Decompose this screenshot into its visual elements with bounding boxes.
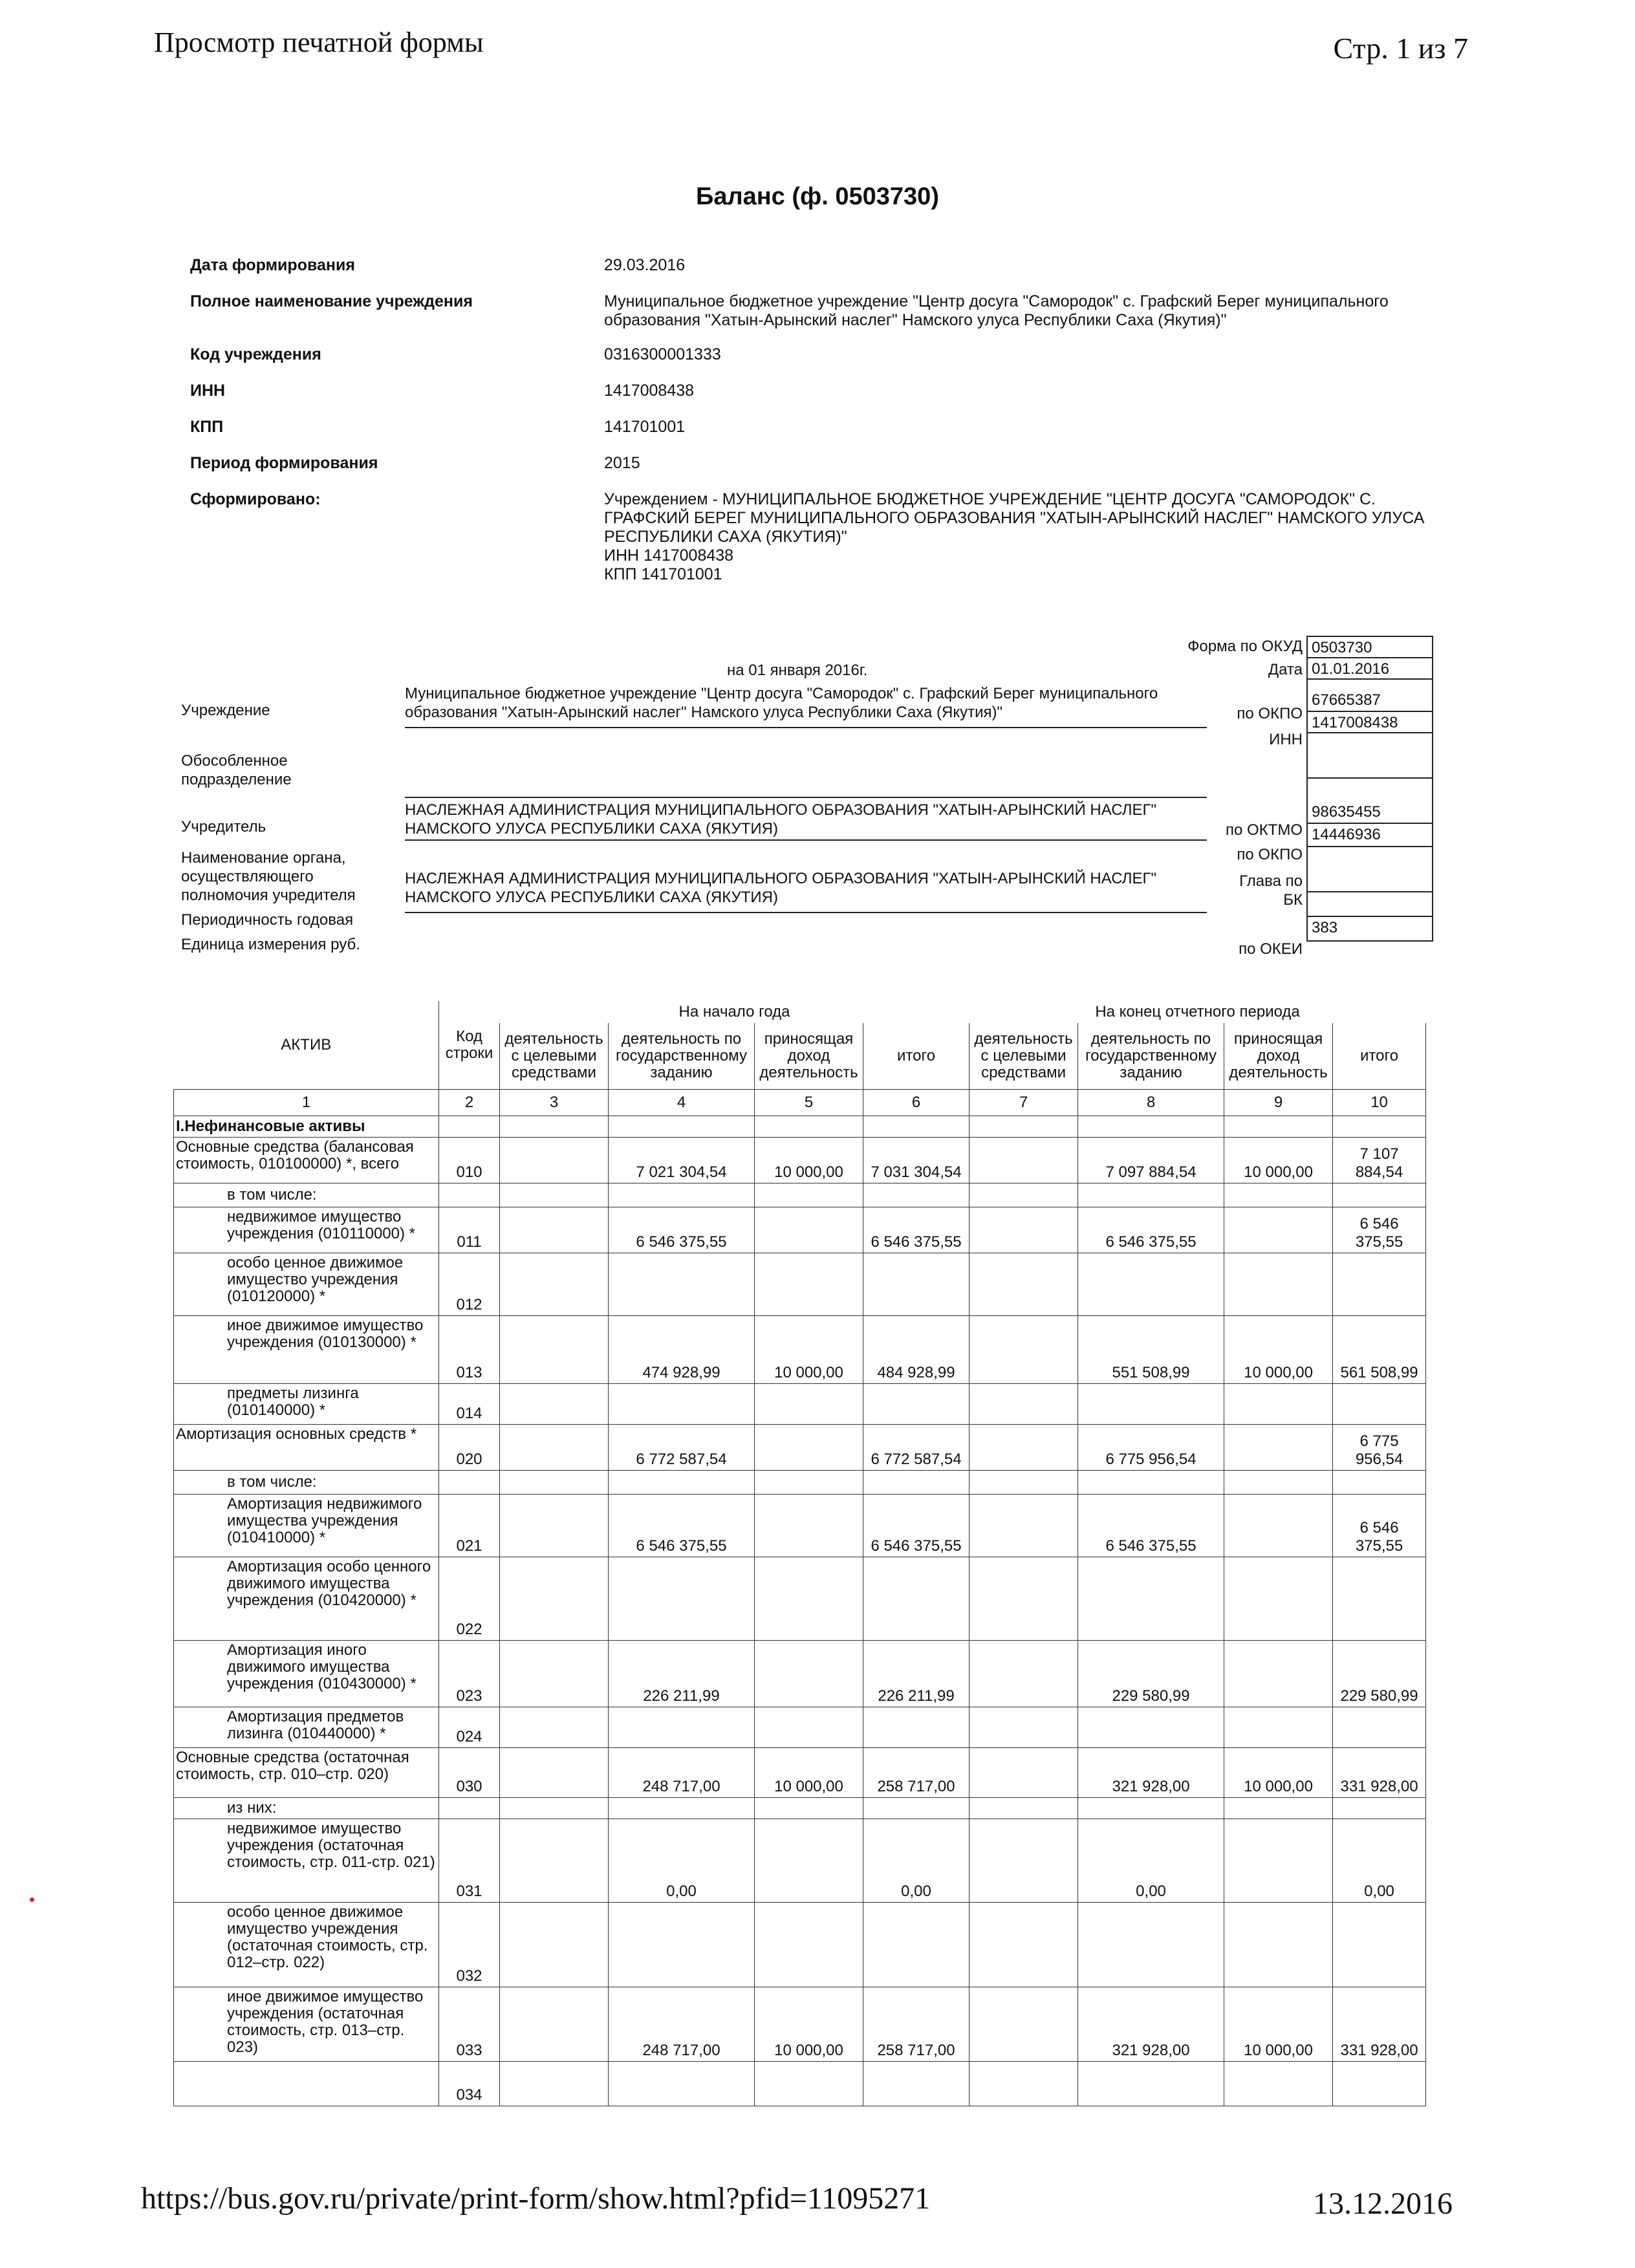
row-value-c4: 226 211,99 — [609, 1641, 755, 1707]
section-title: I.Нефинансовые активы — [174, 1116, 439, 1138]
row-value-c5 — [755, 1641, 863, 1707]
row-value-c8: 7 097 884,54 — [1078, 1138, 1224, 1183]
row-value-c7 — [969, 1384, 1078, 1425]
row-value-c10: 7 107 884,54 — [1333, 1138, 1426, 1183]
row-value-c7 — [969, 1557, 1078, 1641]
row-value-c8 — [1078, 1707, 1224, 1748]
oktmo-label: по ОКТМО — [1226, 821, 1303, 839]
info-label: ИНН — [190, 382, 226, 400]
row-value-c10: 331 928,00 — [1333, 1748, 1426, 1798]
table-cell — [863, 1116, 969, 1138]
row-value-c10 — [1333, 1903, 1426, 1987]
row-value-c6: 6 772 587,54 — [863, 1425, 969, 1471]
row-value-c5 — [755, 1495, 863, 1557]
row-value-c4: 6 546 375,55 — [609, 1495, 755, 1557]
row-value-c3 — [500, 1207, 609, 1253]
row-value-c5 — [755, 1819, 863, 1903]
col-4-header: деятельность по государственному заданию — [609, 1023, 755, 1090]
row-name: предметы лизинга (010140000) * — [174, 1384, 439, 1425]
info-value: Муниципальное бюджетное учреждение "Центр досуга "Самородок" с. Графский Берег муниципального образования "Хатын-Арынский наслег" Намского улуса Республики Саха (Якутия)" — [604, 292, 1389, 329]
row-value-c6 — [863, 1798, 969, 1819]
row-value-c10 — [1333, 2062, 1426, 2106]
info-row-kpp — [190, 418, 1484, 454]
table-row — [174, 1253, 1426, 1316]
table-row — [174, 1384, 1426, 1425]
row-value-c6 — [863, 1384, 969, 1425]
row-value-c5 — [755, 1425, 863, 1471]
okud-label: Форма по ОКУД — [1187, 638, 1303, 655]
row-value-c6: 226 211,99 — [863, 1641, 969, 1707]
table-row — [174, 1748, 1426, 1798]
row-value-c3 — [500, 1183, 609, 1207]
row-code: 022 — [439, 1557, 500, 1641]
table-row — [174, 1819, 1426, 1903]
row-name: из них: — [174, 1798, 439, 1819]
table-row — [174, 1798, 1426, 1819]
row-value-c9 — [1224, 1183, 1333, 1207]
sub-underline — [405, 797, 1207, 798]
row-code: 032 — [439, 1903, 500, 1987]
footer-url: https://bus.gov.ru/private/print-form/show.html?pfid=11095271 — [141, 2181, 931, 2216]
row-value-c5: 10 000,00 — [755, 1748, 863, 1798]
founder-label: Учредитель — [181, 818, 266, 836]
row-value-c8: 321 928,00 — [1078, 1987, 1224, 2062]
row-code: 033 — [439, 1987, 500, 2062]
row-value-c6 — [863, 2062, 969, 2106]
row-value-c9 — [1224, 1707, 1333, 1748]
info-label: Дата формирования — [190, 256, 355, 274]
table-row — [174, 1903, 1426, 1987]
row-value-c9: 10 000,00 — [1224, 1748, 1333, 1798]
column-number: 10 — [1333, 1090, 1426, 1116]
row-value-c7 — [969, 1316, 1078, 1384]
row-code: 031 — [439, 1819, 500, 1903]
row-name: Основные средства (балансовая стоимость, 010100000) *, всего — [174, 1138, 439, 1183]
table-cell — [1333, 1116, 1426, 1138]
col-aktiv-header: АКТИВ — [174, 1001, 439, 1090]
row-value-c5 — [755, 1798, 863, 1819]
okei-value: 383 — [1308, 917, 1432, 942]
info-label: КПП — [190, 418, 224, 436]
row-value-c5: 10 000,00 — [755, 1138, 863, 1183]
row-value-c3 — [500, 1471, 609, 1495]
row-value-c4: 6 546 375,55 — [609, 1207, 755, 1253]
row-value-c7 — [969, 1707, 1078, 1748]
row-value-c10 — [1333, 1557, 1426, 1641]
column-number: 6 — [863, 1090, 969, 1116]
row-value-c6 — [863, 1253, 969, 1316]
okpo2-value: 14446936 — [1308, 824, 1432, 847]
row-value-c10: 0,00 — [1333, 1819, 1426, 1903]
table-row — [174, 1495, 1426, 1557]
row-value-c5 — [755, 1253, 863, 1316]
row-name: недвижимое имущество учреждения (остаточная стоимость, стр. 011-стр. 021) — [174, 1819, 439, 1903]
col-7-header: деятельность с целевыми средствами — [969, 1023, 1078, 1090]
row-name: недвижимое имущество учреждения (010110000) * — [174, 1207, 439, 1253]
on-date: на 01 января 2016г. — [727, 662, 868, 679]
footer-date: 13.12.2016 — [1313, 2187, 1453, 2221]
row-code: 020 — [439, 1425, 500, 1471]
column-number: 3 — [500, 1090, 609, 1116]
row-value-c5 — [755, 1384, 863, 1425]
row-code: 034 — [439, 2062, 500, 2106]
date-value: 01.01.2016 — [1308, 658, 1432, 680]
info-value: 1417008438 — [604, 382, 695, 400]
page-counter: Стр. 1 из 7 — [1333, 32, 1468, 65]
sub-label: Обособленное подразделение — [181, 752, 292, 788]
row-value-c8 — [1078, 1384, 1224, 1425]
row-value-c9 — [1224, 1798, 1333, 1819]
row-value-c3 — [500, 2062, 609, 2106]
row-value-c10: 561 508,99 — [1333, 1316, 1426, 1384]
row-value-c8: 0,00 — [1078, 1819, 1224, 1903]
info-row-period — [190, 454, 1484, 490]
row-name: Амортизация иного движимого имущества учреждения (010430000) * — [174, 1641, 439, 1707]
org-label: Учреждение — [181, 702, 270, 719]
row-value-c10 — [1333, 1471, 1426, 1495]
table-row — [174, 1707, 1426, 1748]
row-value-c3 — [500, 1495, 609, 1557]
row-value-c5: 10 000,00 — [755, 1316, 863, 1384]
row-value-c10 — [1333, 1798, 1426, 1819]
row-code: 014 — [439, 1384, 500, 1425]
row-value-c3 — [500, 1384, 609, 1425]
col-5-header: приносящая доход деятельность — [755, 1023, 863, 1090]
info-value: 0316300001333 — [604, 345, 721, 363]
row-value-c3 — [500, 1641, 609, 1707]
row-value-c9 — [1224, 1819, 1333, 1903]
row-value-c5 — [755, 1903, 863, 1987]
oktmo-value: 98635455 — [1308, 779, 1432, 824]
row-value-c9 — [1224, 1384, 1333, 1425]
row-value-c5 — [755, 1707, 863, 1748]
row-value-c4 — [609, 1471, 755, 1495]
unit-label: Единица измерения руб. — [181, 936, 360, 953]
red-dot-mark — [30, 1897, 34, 1902]
row-code: 024 — [439, 1707, 500, 1748]
column-number: 1 — [174, 1090, 439, 1116]
row-value-c5 — [755, 1471, 863, 1495]
okpo2-label: по ОКПО — [1237, 846, 1303, 863]
period-value — [1308, 892, 1432, 917]
row-value-c3 — [500, 1138, 609, 1183]
form-codes-box — [1306, 636, 1433, 942]
column-number: 2 — [439, 1090, 500, 1116]
table-row — [174, 1316, 1426, 1384]
info-formed-inn: ИНН 1417008438 — [604, 546, 734, 565]
table-row — [174, 1987, 1426, 2062]
row-value-c6: 258 717,00 — [863, 1987, 969, 2062]
info-row-formed — [190, 490, 1484, 584]
row-value-c9 — [1224, 1495, 1333, 1557]
row-value-c8 — [1078, 1798, 1224, 1819]
info-formed-kpp: КПП 141701001 — [604, 565, 722, 583]
table-header-groups — [174, 1001, 1426, 1023]
row-value-c10 — [1333, 1253, 1426, 1316]
table-row — [174, 2062, 1426, 2106]
founder-underline — [405, 839, 1207, 841]
row-value-c8: 321 928,00 — [1078, 1748, 1224, 1798]
row-name: Основные средства (остаточная стоимость, стр. 010–стр. 020) — [174, 1748, 439, 1798]
document-info — [190, 256, 1484, 584]
okud-value: 0503730 — [1308, 637, 1432, 658]
row-value-c8: 229 580,99 — [1078, 1641, 1224, 1707]
row-value-c3 — [500, 1425, 609, 1471]
row-code: 021 — [439, 1495, 500, 1557]
inn-value: 1417008438 — [1308, 712, 1432, 733]
okpo-value: 67665387 — [1308, 680, 1432, 712]
row-value-c7 — [969, 1425, 1078, 1471]
row-value-c5 — [755, 2062, 863, 2106]
row-value-c7 — [969, 1495, 1078, 1557]
row-value-c4: 7 021 304,54 — [609, 1138, 755, 1183]
column-number: 7 — [969, 1090, 1078, 1116]
table-row — [174, 1138, 1426, 1183]
info-row-date — [190, 256, 1484, 292]
col-10-header: итого — [1333, 1023, 1426, 1090]
row-code — [439, 1798, 500, 1819]
table-cell — [1224, 1116, 1333, 1138]
row-value-c9: 10 000,00 — [1224, 1987, 1333, 2062]
col-9-header: приносящая доход деятельность — [1224, 1023, 1333, 1090]
group-start-header: На начало года — [678, 1003, 790, 1021]
row-value-c8: 6 546 375,55 — [1078, 1207, 1224, 1253]
row-name: в том числе: — [174, 1471, 439, 1495]
row-value-c10 — [1333, 1183, 1426, 1207]
row-value-c8 — [1078, 1903, 1224, 1987]
row-value-c6 — [863, 1557, 969, 1641]
column-number: 9 — [1224, 1090, 1333, 1116]
row-value-c9 — [1224, 1641, 1333, 1707]
info-label: Сформировано: — [190, 490, 321, 508]
row-value-c6: 7 031 304,54 — [863, 1138, 969, 1183]
row-code — [439, 1183, 500, 1207]
org-value: Муниципальное бюджетное учреждение "Центр досуга "Самородок" с. Графский Берег муниципального образования "Хатын-Арынский наслег" Намского улуса Республики Саха (Якутия)" — [405, 685, 1158, 721]
row-value-c7 — [969, 1138, 1078, 1183]
row-value-c4 — [609, 1183, 755, 1207]
row-value-c7 — [969, 1798, 1078, 1819]
row-value-c4 — [609, 1903, 755, 1987]
row-value-c9 — [1224, 1425, 1333, 1471]
row-value-c6: 258 717,00 — [863, 1748, 969, 1798]
document-title: Баланс (ф. 0503730) — [696, 183, 939, 210]
row-value-c10 — [1333, 1707, 1426, 1748]
row-value-c7 — [969, 1641, 1078, 1707]
row-value-c9: 10 000,00 — [1224, 1138, 1333, 1183]
row-name: Амортизация предметов лизинга (010440000) * — [174, 1707, 439, 1748]
row-value-c8 — [1078, 1253, 1224, 1316]
period-label: Периодичность годовая — [181, 911, 354, 929]
row-value-c10 — [1333, 1384, 1426, 1425]
row-value-c6 — [863, 1471, 969, 1495]
row-value-c3 — [500, 1748, 609, 1798]
row-value-c3 — [500, 1903, 609, 1987]
sub-value — [1308, 733, 1432, 779]
row-value-c6 — [863, 1183, 969, 1207]
table-row — [174, 1557, 1426, 1641]
column-number: 8 — [1078, 1090, 1224, 1116]
row-value-c7 — [969, 1903, 1078, 1987]
row-value-c10: 6 546 375,55 — [1333, 1207, 1426, 1253]
section-row — [174, 1116, 1426, 1138]
organ-underline — [405, 912, 1207, 913]
bk-value — [1308, 847, 1432, 892]
row-value-c9 — [1224, 1903, 1333, 1987]
row-code: 012 — [439, 1253, 500, 1316]
info-label: Код учреждения — [190, 345, 321, 363]
info-value: 29.03.2016 — [604, 256, 686, 274]
inn-label: ИНН — [1269, 731, 1303, 748]
row-value-c8 — [1078, 1471, 1224, 1495]
row-name: Амортизация недвижимого имущества учреждения (010410000) * — [174, 1495, 439, 1557]
row-value-c3 — [500, 1798, 609, 1819]
org-underline — [405, 727, 1207, 728]
row-value-c6: 6 546 375,55 — [863, 1207, 969, 1253]
row-value-c4 — [609, 1798, 755, 1819]
column-numbers-row — [174, 1090, 1426, 1116]
row-value-c7 — [969, 1253, 1078, 1316]
table-cell — [969, 1116, 1078, 1138]
row-name: Амортизация особо ценного движимого имущества учреждения (010420000) * — [174, 1557, 439, 1641]
row-value-c9 — [1224, 2062, 1333, 2106]
row-value-c4: 6 772 587,54 — [609, 1425, 755, 1471]
row-value-c6: 6 546 375,55 — [863, 1495, 969, 1557]
row-value-c9: 10 000,00 — [1224, 1316, 1333, 1384]
okpo-label: по ОКПО — [1237, 705, 1303, 722]
col-8-header: деятельность по государственному заданию — [1078, 1023, 1224, 1090]
info-value: 2015 — [604, 454, 640, 472]
row-value-c3 — [500, 1253, 609, 1316]
row-value-c4: 248 717,00 — [609, 1748, 755, 1798]
organ-label: Наименование органа, осуществляющего полномочия учредителя — [181, 849, 356, 904]
row-code: 010 — [439, 1138, 500, 1183]
table-cell — [1078, 1116, 1224, 1138]
row-value-c4 — [609, 1253, 755, 1316]
row-value-c7 — [969, 1471, 1078, 1495]
bk-label: Глава по БК — [1239, 872, 1303, 909]
row-name: особо ценное движимое имущество учреждения (остаточная стоимость, стр. 012–стр. 022) — [174, 1903, 439, 1987]
row-value-c3 — [500, 1707, 609, 1748]
row-name: иное движимое имущество учреждения (остаточная стоимость, стр. 013–стр. 023) — [174, 1987, 439, 2062]
info-value: 141701001 — [604, 418, 686, 436]
row-value-c10: 6 775 956,54 — [1333, 1425, 1426, 1471]
column-number: 4 — [609, 1090, 755, 1116]
row-value-c8: 6 775 956,54 — [1078, 1425, 1224, 1471]
col-3-header: деятельность с целевыми средствами — [500, 1023, 609, 1090]
info-row-code — [190, 345, 1484, 382]
col-6-header: итого — [863, 1023, 969, 1090]
row-value-c7 — [969, 1207, 1078, 1253]
row-value-c5 — [755, 1207, 863, 1253]
row-value-c3 — [500, 1987, 609, 2062]
info-formed-text: Учреждением - МУНИЦИПАЛЬНОЕ БЮДЖЕТНОЕ УЧРЕЖДЕНИЕ "ЦЕНТР ДОСУГА "САМОРОДОК" С. ГРАФСКИЙ БЕРЕГ МУНИЦИПАЛЬНОГО ОБРАЗОВАНИЯ "ХАТЫН-АРЫНСКИЙ НАСЛЕГ" НАМСКОГО УЛУСА РЕСПУБЛИКИ САХА (ЯКУТИЯ)" — [604, 490, 1425, 546]
row-value-c5 — [755, 1557, 863, 1641]
info-label: Полное наименование учреждения — [190, 292, 473, 310]
row-value-c4 — [609, 1557, 755, 1641]
table-row — [174, 1425, 1426, 1471]
row-value-c7 — [969, 1748, 1078, 1798]
row-value-c8: 551 508,99 — [1078, 1316, 1224, 1384]
balance-table — [173, 1001, 1426, 2106]
okei-label: по ОКЕИ — [1239, 940, 1303, 958]
table-cell — [439, 1116, 500, 1138]
table-row — [174, 1641, 1426, 1707]
table-row — [174, 1207, 1426, 1253]
row-value-c7 — [969, 1819, 1078, 1903]
group-end-header: На конец отчетного периода — [1095, 1003, 1300, 1021]
row-value-c4 — [609, 1707, 755, 1748]
table-cell — [500, 1116, 609, 1138]
col-code-header: Код строки — [445, 1028, 493, 1062]
row-value-c7 — [969, 1183, 1078, 1207]
row-name: Амортизация основных средств * — [174, 1425, 439, 1471]
row-value-c5 — [755, 1183, 863, 1207]
organ-value: НАСЛЕЖНАЯ АДМИНИСТРАЦИЯ МУНИЦИПАЛЬНОГО ОБРАЗОВАНИЯ "ХАТЫН-АРЫНСКИЙ НАСЛЕГ" НАМСКОГО УЛУСА РЕСПУБЛИКИ САХА (ЯКУТИЯ) — [405, 870, 1157, 906]
row-value-c8 — [1078, 1183, 1224, 1207]
info-value — [604, 490, 1458, 584]
table-row — [174, 1183, 1426, 1207]
row-value-c9 — [1224, 1253, 1333, 1316]
row-value-c4: 248 717,00 — [609, 1987, 755, 2062]
founder-value: НАСЛЕЖНАЯ АДМИНИСТРАЦИЯ МУНИЦИПАЛЬНОГО ОБРАЗОВАНИЯ "ХАТЫН-АРЫНСКИЙ НАСЛЕГ" НАМСКОГО УЛУСА РЕСПУБЛИКИ САХА (ЯКУТИЯ) — [405, 801, 1157, 837]
info-label: Период формирования — [190, 454, 378, 472]
row-value-c9 — [1224, 1207, 1333, 1253]
row-code: 011 — [439, 1207, 500, 1253]
row-value-c9 — [1224, 1471, 1333, 1495]
row-value-c7 — [969, 1987, 1078, 2062]
info-row-inn — [190, 382, 1484, 418]
row-value-c8 — [1078, 1557, 1224, 1641]
row-value-c6 — [863, 1707, 969, 1748]
row-value-c4: 0,00 — [609, 1819, 755, 1903]
row-value-c10: 6 546 375,55 — [1333, 1495, 1426, 1557]
row-code — [439, 1471, 500, 1495]
row-code: 030 — [439, 1748, 500, 1798]
table-cell — [609, 1116, 755, 1138]
date-label: Дата — [1268, 661, 1303, 678]
row-value-c6: 484 928,99 — [863, 1316, 969, 1384]
row-code: 013 — [439, 1316, 500, 1384]
row-name: иное движимое имущество учреждения (010130000) * — [174, 1316, 439, 1384]
row-code: 023 — [439, 1641, 500, 1707]
row-value-c4: 474 928,99 — [609, 1316, 755, 1384]
row-value-c10: 229 580,99 — [1333, 1641, 1426, 1707]
table-row — [174, 1471, 1426, 1495]
row-value-c5: 10 000,00 — [755, 1987, 863, 2062]
row-value-c9 — [1224, 1557, 1333, 1641]
row-name: в том числе: — [174, 1183, 439, 1207]
row-value-c7 — [969, 2062, 1078, 2106]
row-value-c3 — [500, 1819, 609, 1903]
row-value-c4 — [609, 1384, 755, 1425]
column-number: 5 — [755, 1090, 863, 1116]
row-value-c4 — [609, 2062, 755, 2106]
table-cell — [755, 1116, 863, 1138]
row-name — [174, 2062, 439, 2106]
row-value-c3 — [500, 1316, 609, 1384]
row-value-c6 — [863, 1903, 969, 1987]
row-name: особо ценное движимое имущество учреждения (010120000) * — [174, 1253, 439, 1316]
row-value-c8: 6 546 375,55 — [1078, 1495, 1224, 1557]
info-row-fullname — [190, 292, 1484, 345]
row-value-c6: 0,00 — [863, 1819, 969, 1903]
page-header-title: Просмотр печатной формы — [154, 27, 484, 58]
row-value-c3 — [500, 1557, 609, 1641]
row-value-c8 — [1078, 2062, 1224, 2106]
row-value-c10: 331 928,00 — [1333, 1987, 1426, 2062]
